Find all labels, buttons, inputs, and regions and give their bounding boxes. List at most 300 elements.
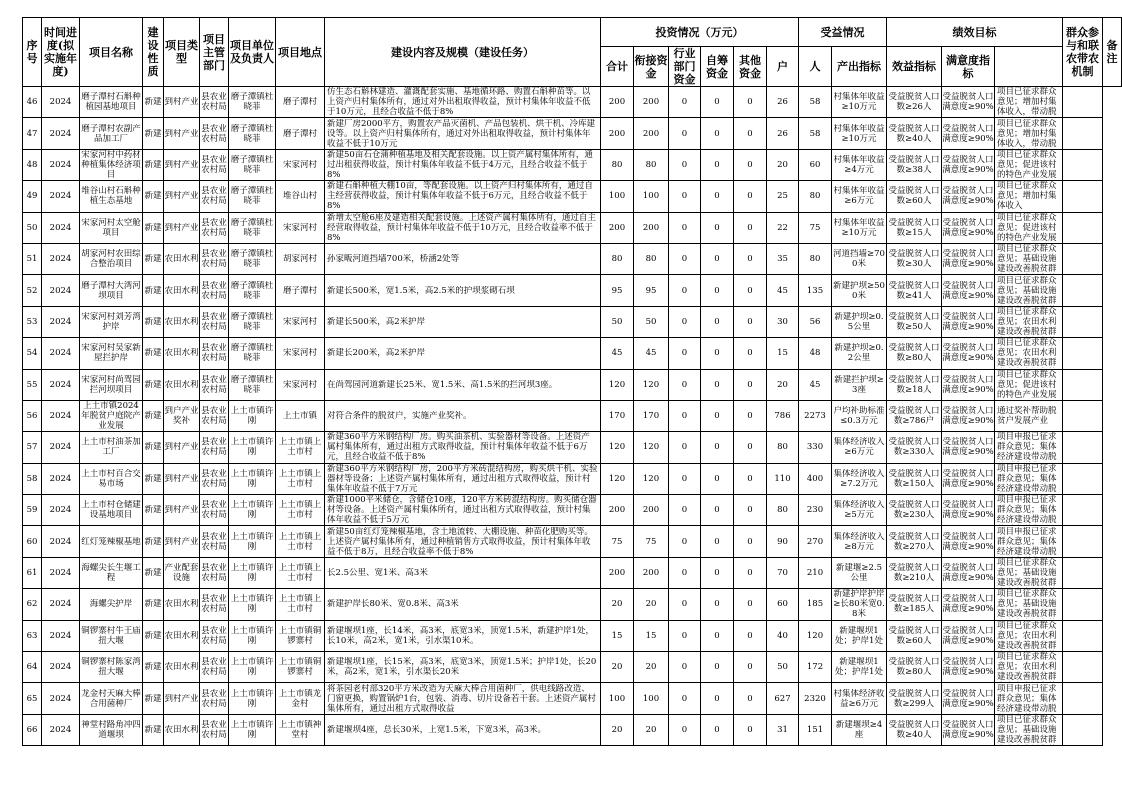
cell-unit-text: 上土市镇许刚	[230, 720, 274, 740]
header-dept: 项目主管部门	[200, 18, 229, 87]
cell-mechanism-text: 项目已征求群众意见；增加村集体收入，带动脱	[997, 87, 1057, 118]
cell-type-text: 农田水利	[164, 630, 199, 641]
cell-people-text: 135	[806, 285, 824, 296]
cell-content-text: 新建长500米，高2米护岸	[327, 316, 426, 327]
cell-name-text: 胡家河村农田综合整治项目	[81, 249, 141, 270]
cell-people	[799, 683, 832, 714]
cell-effect	[887, 557, 942, 588]
cell-remarks	[1063, 369, 1103, 400]
cell-dept	[200, 306, 229, 337]
cell-type-text: 农田水利	[164, 725, 199, 735]
cell-mechanism-text: 通过奖补帮助脱贫户发展产业	[997, 406, 1057, 427]
cell-people-text: 56	[809, 316, 821, 327]
cell-year	[42, 526, 80, 557]
cell-inv-other-text: 0	[747, 97, 753, 108]
cell-inv-other	[734, 149, 767, 180]
cell-effect	[887, 526, 942, 557]
cell-output-text: 村集体经济收益≥6万元	[833, 688, 885, 709]
table-row	[23, 275, 1122, 306]
cell-dept-text: 县农业农村局	[201, 249, 227, 270]
cell-households	[767, 212, 799, 243]
table-row	[23, 243, 1122, 274]
cell-households-text: 45	[777, 285, 788, 296]
cell-output	[832, 212, 887, 243]
cell-unit-text: 磨子潭镇杜晓菲	[230, 311, 274, 332]
cell-location-text: 上土市镇神堂村	[278, 720, 322, 740]
cell-content-text: 新建长200米，高2米护岸	[327, 348, 426, 359]
cell-year-text: 2024	[49, 693, 72, 704]
cell-remarks	[1063, 181, 1103, 212]
cell-name	[80, 463, 143, 494]
cell-satisfaction	[942, 243, 995, 274]
cell-nature	[143, 432, 164, 463]
cell-effect-text: 受益脱贫人口数≥80人	[888, 343, 940, 364]
cell-type	[164, 495, 200, 526]
cell-people	[799, 275, 832, 306]
cell-type-text: 农田水利	[164, 662, 199, 673]
cell-unit-text: 上土市镇许刚	[230, 688, 274, 709]
cell-inv-fiscal-text: 15	[645, 630, 657, 641]
cell-content	[325, 495, 601, 526]
cell-dept	[200, 463, 229, 494]
cell-dept	[200, 275, 229, 306]
cell-households-text: 70	[777, 568, 788, 579]
cell-location	[276, 432, 325, 463]
cell-inv-other-text: 0	[747, 348, 753, 359]
cell-content-text: 新建堰坝1座，长14米，高3米，底宽3米，顶宽1.5米，新建护岸1处，长10米，高2米，宽1米，引水渠10米。	[327, 625, 594, 646]
cell-type	[164, 369, 200, 400]
cell-unit-text: 磨子潭镇杜晓菲	[230, 186, 274, 207]
table-row	[23, 87, 1122, 118]
cell-remarks	[1063, 306, 1103, 337]
cell-content	[325, 118, 601, 149]
cell-people-text: 270	[806, 536, 824, 547]
cell-inv-industry	[669, 589, 701, 620]
cell-content-text: 新建厂房2000平方，购置农产品灭菌机、产品包装机、烘干机、冷库建设等。以上资产归村集体所有，通过对外出租取得收益，预计村集体年收益不低于10万元	[327, 118, 596, 149]
cell-people	[799, 557, 832, 588]
cell-inv-other-text: 0	[747, 411, 753, 422]
cell-inv-total	[601, 714, 634, 745]
cell-year	[42, 87, 80, 118]
cell-mechanism	[995, 495, 1063, 526]
cell-remarks	[1063, 149, 1103, 180]
header-inv-total: 合计	[601, 47, 634, 87]
cell-people-text: 230	[806, 505, 824, 516]
cell-effect-text: 受益脱贫人口数≥15人	[888, 217, 940, 238]
cell-seq	[23, 369, 42, 400]
cell-effect-text: 受益脱贫人口数≥60人	[888, 186, 940, 207]
cell-households-text: 20	[777, 379, 788, 390]
cell-mechanism-text: 项目申报已征求群众意见；集体经济建设带动脱	[997, 495, 1057, 526]
cell-effect	[887, 652, 942, 683]
cell-unit-text: 磨子潭镇杜晓菲	[230, 374, 274, 395]
cell-inv-other	[734, 652, 767, 683]
cell-remarks	[1063, 275, 1103, 306]
cell-effect	[887, 306, 942, 337]
cell-unit-text: 磨子潭镇杜晓菲	[230, 92, 274, 113]
cell-mechanism-text: 项目申报已征求群众意见；集体经济建设带动脱	[997, 463, 1057, 494]
cell-inv-fiscal-text: 80	[645, 159, 657, 170]
cell-seq-text: 48	[26, 159, 38, 170]
cell-location-text: 上土市镇上土市村	[278, 594, 322, 615]
cell-output-text: 新建护岸护岸≥长80米宽0.8米	[833, 589, 885, 620]
cell-location-text: 磨子潭村	[282, 97, 317, 108]
cell-nature-text: 新建	[144, 442, 162, 453]
cell-nature-text: 新建	[144, 411, 162, 422]
cell-households-text: 22	[777, 222, 788, 233]
cell-dept	[200, 495, 229, 526]
cell-unit-text: 上土市镇许刚	[230, 594, 274, 615]
cell-remarks	[1063, 432, 1103, 463]
cell-inv-self-text: 0	[714, 505, 720, 516]
cell-location	[276, 652, 325, 683]
cell-unit-text: 磨子潭镇杜晓菲	[230, 123, 274, 144]
cell-inv-self-text: 0	[714, 568, 720, 579]
cell-people	[799, 338, 832, 369]
cell-unit-text: 上土市镇许刚	[230, 406, 274, 427]
cell-satisfaction-text: 受益脱贫人口满意度≥90%	[942, 468, 994, 489]
project-table-body	[23, 87, 1122, 746]
cell-content	[325, 212, 601, 243]
cell-dept	[200, 87, 229, 118]
cell-inv-total	[601, 589, 634, 620]
cell-inv-self-text: 0	[714, 97, 720, 108]
cell-effect-text: 受益脱贫人口数≥80人	[888, 657, 940, 678]
project-table-sheet	[22, 17, 1122, 746]
cell-seq	[23, 118, 42, 149]
cell-inv-self	[701, 495, 734, 526]
cell-inv-industry	[669, 275, 701, 306]
cell-inv-total-text: 200	[608, 128, 626, 139]
cell-people-text: 45	[809, 379, 821, 390]
cell-satisfaction-text: 受益脱贫人口满意度≥90%	[942, 280, 994, 301]
cell-people	[799, 432, 832, 463]
cell-inv-self	[701, 526, 734, 557]
cell-inv-industry-text: 0	[681, 159, 688, 170]
table-row	[23, 181, 1122, 212]
cell-nature	[143, 369, 164, 400]
cell-satisfaction	[942, 557, 995, 588]
cell-unit	[229, 526, 276, 557]
cell-remarks	[1063, 683, 1103, 714]
cell-nature	[143, 118, 164, 149]
cell-unit-text: 磨子潭镇杜晓菲	[230, 343, 274, 364]
cell-unit-text: 上土市镇许刚	[230, 500, 274, 521]
cell-inv-fiscal-text: 200	[642, 568, 660, 579]
cell-inv-other	[734, 306, 767, 337]
cell-type-text: 到户产业奖补	[164, 406, 199, 427]
cell-inv-other	[734, 181, 767, 212]
cell-nature	[143, 683, 164, 714]
cell-people	[799, 212, 832, 243]
cell-inv-self	[701, 557, 734, 588]
cell-households-text: 627	[774, 693, 791, 704]
cell-inv-total	[601, 683, 634, 714]
cell-nature-text: 新建	[144, 379, 162, 390]
cell-year-text: 2024	[49, 630, 72, 641]
cell-inv-fiscal	[634, 463, 669, 494]
cell-seq	[23, 714, 42, 745]
cell-content	[325, 275, 601, 306]
cell-name	[80, 275, 143, 306]
cell-output	[832, 683, 887, 714]
header-ben-people: 人	[799, 47, 832, 87]
cell-effect	[887, 275, 942, 306]
cell-nature-text: 新建	[144, 97, 162, 108]
table-row	[23, 652, 1122, 683]
cell-inv-self-text: 0	[714, 442, 720, 453]
cell-dept	[200, 652, 229, 683]
cell-satisfaction-text: 受益脱贫人口满意度≥90%	[942, 688, 994, 709]
cell-satisfaction	[942, 683, 995, 714]
cell-unit-text: 上土市镇许刚	[230, 437, 274, 458]
cell-effect-text: 受益脱贫人口数≥230人	[888, 500, 940, 521]
cell-nature-text: 新建	[144, 725, 162, 735]
cell-nature-text: 新建	[144, 191, 162, 202]
cell-inv-self	[701, 149, 734, 180]
cell-seq	[23, 495, 42, 526]
cell-name	[80, 338, 143, 369]
cell-inv-self-text: 0	[714, 693, 720, 704]
cell-nature-text: 新建	[144, 316, 162, 327]
cell-location-text: 上土市镇	[282, 411, 317, 422]
cell-inv-industry	[669, 683, 701, 714]
cell-output-text: 新建护坝≥500米	[833, 280, 885, 301]
cell-inv-total-text: 120	[608, 473, 626, 484]
table-row	[23, 400, 1122, 431]
cell-inv-self	[701, 714, 734, 745]
cell-households	[767, 652, 799, 683]
cell-nature	[143, 243, 164, 274]
cell-type	[164, 306, 200, 337]
cell-inv-fiscal	[634, 589, 669, 620]
cell-inv-industry	[669, 714, 701, 745]
cell-content-text: 仿生态石斛林建造、灌溉配套实施、基地循环路、购置石斛种苗等。以上资产归村集体所有，通过对外出租取得收益，预计村集体年收益不低于10万元，且经合收益不低于8%	[327, 87, 591, 118]
cell-inv-other	[734, 87, 767, 118]
table-row	[23, 149, 1122, 180]
cell-mechanism	[995, 118, 1063, 149]
cell-mechanism	[995, 432, 1063, 463]
cell-type	[164, 526, 200, 557]
cell-inv-industry-text: 0	[681, 191, 688, 202]
cell-mechanism	[995, 369, 1063, 400]
cell-nature-text: 新建	[144, 693, 162, 704]
cell-mechanism	[995, 652, 1063, 683]
cell-inv-total-text: 95	[611, 285, 623, 296]
cell-content-text: 新建50亩红灯笼辣椒基地，含土地流转、大棚设施、种苗化肥购买等。上述资产属村集体所有，通过种植销售方式取得收益，预计村集体年收益不低于8万，且经合收益率不低于8%	[327, 526, 593, 557]
cell-mechanism	[995, 589, 1063, 620]
cell-households-text: 26	[777, 128, 788, 139]
cell-type-text: 农田水利	[164, 348, 199, 359]
cell-location-text: 磨子潭村	[282, 285, 317, 296]
cell-inv-self	[701, 338, 734, 369]
cell-name-text: 铜锣寨村陈家湾扭大堰	[81, 657, 141, 678]
cell-dept-text: 县农业农村局	[201, 500, 227, 521]
cell-effect-text: 受益脱贫人口数≥330人	[888, 437, 940, 458]
cell-output-text: 集体经济收入≥8万元	[833, 531, 885, 552]
cell-dept	[200, 181, 229, 212]
cell-output-text: 村集体年收益≥6万元	[833, 186, 885, 207]
cell-inv-self	[701, 87, 734, 118]
cell-unit	[229, 714, 276, 745]
cell-inv-total	[601, 432, 634, 463]
cell-inv-total	[601, 212, 634, 243]
cell-nature-text: 新建	[144, 599, 162, 610]
cell-inv-total-text: 20	[611, 662, 623, 673]
cell-content	[325, 589, 601, 620]
cell-inv-fiscal-text: 120	[642, 379, 660, 390]
cell-type-text: 到村产业	[164, 191, 199, 202]
cell-remarks	[1063, 338, 1103, 369]
cell-name-text: 海螺尖长生堰工程	[81, 563, 141, 584]
cell-inv-fiscal-text: 80	[645, 254, 657, 265]
cell-name	[80, 683, 143, 714]
cell-output	[832, 620, 887, 651]
cell-inv-fiscal-text: 100	[642, 191, 660, 202]
cell-year	[42, 652, 80, 683]
cell-inv-fiscal	[634, 432, 669, 463]
cell-people-text: 185	[806, 599, 824, 610]
cell-inv-other-text: 0	[747, 379, 753, 390]
cell-effect	[887, 212, 942, 243]
cell-inv-other	[734, 463, 767, 494]
cell-effect-text: 受益脱贫人口数≥50人	[888, 311, 940, 332]
cell-nature-text: 新建	[144, 222, 162, 233]
cell-output	[832, 118, 887, 149]
cell-type-text: 到村产业	[164, 222, 199, 233]
cell-inv-fiscal	[634, 495, 669, 526]
cell-satisfaction	[942, 212, 995, 243]
cell-inv-fiscal	[634, 557, 669, 588]
cell-output-text: 村集体年收益≥10万元	[833, 92, 885, 113]
cell-effect	[887, 243, 942, 274]
cell-unit	[229, 589, 276, 620]
cell-households-text: 31	[777, 725, 788, 735]
cell-people	[799, 620, 832, 651]
cell-unit-text: 磨子潭镇杜晓菲	[230, 280, 274, 301]
cell-dept-text: 县农业农村局	[201, 374, 227, 395]
cell-people-text: 58	[809, 97, 821, 108]
cell-name	[80, 589, 143, 620]
cell-year	[42, 495, 80, 526]
cell-year	[42, 338, 80, 369]
cell-type	[164, 87, 200, 118]
cell-inv-industry-text: 0	[681, 693, 688, 704]
cell-location-text: 上土市镇上土市村	[278, 468, 322, 489]
cell-effect-text: 受益脱贫人口数≥150人	[888, 468, 940, 489]
cell-inv-self-text: 0	[714, 630, 720, 641]
cell-inv-industry	[669, 181, 701, 212]
cell-inv-other	[734, 683, 767, 714]
cell-type-text: 到村产业	[164, 128, 199, 139]
cell-type-text: 到村产业	[164, 97, 199, 108]
cell-seq-text: 50	[26, 222, 38, 233]
cell-content	[325, 400, 601, 431]
header-goal-satisfaction: 满意度指标	[942, 47, 995, 87]
cell-name	[80, 118, 143, 149]
cell-inv-other-text: 0	[747, 536, 753, 547]
cell-name-text: 上土市村仓储建设基地项目	[81, 500, 141, 521]
cell-people-text: 58	[809, 128, 821, 139]
cell-output	[832, 338, 887, 369]
cell-dept	[200, 118, 229, 149]
cell-remarks	[1063, 463, 1103, 494]
cell-inv-industry-text: 0	[681, 348, 688, 359]
cell-output	[832, 432, 887, 463]
cell-type	[164, 149, 200, 180]
cell-location-text: 宋家河村	[282, 159, 317, 170]
cell-inv-total	[601, 620, 634, 651]
cell-seq-text: 66	[26, 725, 38, 735]
cell-name	[80, 652, 143, 683]
cell-seq	[23, 275, 42, 306]
cell-output	[832, 652, 887, 683]
cell-year-text: 2024	[49, 599, 72, 610]
cell-inv-other-text: 0	[747, 159, 753, 170]
cell-dept-text: 县农业农村局	[201, 594, 227, 615]
cell-year-text: 2024	[49, 568, 72, 579]
cell-year	[42, 243, 80, 274]
cell-effect	[887, 87, 942, 118]
cell-name-text: 铜锣寨村牛王庙扭大堰	[81, 625, 141, 646]
cell-inv-other	[734, 714, 767, 745]
cell-people	[799, 149, 832, 180]
cell-satisfaction	[942, 526, 995, 557]
cell-effect-text: 受益脱贫人口数≥18人	[888, 374, 940, 395]
cell-households	[767, 683, 799, 714]
cell-dept	[200, 338, 229, 369]
cell-location-text: 宋家河村	[282, 222, 317, 233]
cell-seq	[23, 149, 42, 180]
cell-seq-text: 55	[26, 379, 38, 390]
cell-effect-text: 受益脱贫人口数≥40人	[888, 123, 940, 144]
cell-seq	[23, 589, 42, 620]
cell-dept-text: 县农业农村局	[201, 217, 227, 238]
cell-year-text: 2024	[49, 725, 72, 735]
cell-satisfaction-text: 受益脱贫人口满意度≥90%	[942, 437, 994, 458]
cell-type-text: 农田水利	[164, 254, 199, 265]
cell-inv-fiscal-text: 50	[645, 316, 657, 327]
cell-dept-text: 县农业农村局	[201, 657, 227, 678]
cell-type	[164, 589, 200, 620]
cell-mechanism-text: 项目已征求群众意见；基础设施建设改善脱贫群	[997, 244, 1057, 275]
cell-inv-self-text: 0	[714, 473, 720, 484]
cell-name	[80, 557, 143, 588]
cell-households	[767, 87, 799, 118]
cell-type-text: 农田水利	[164, 285, 199, 296]
cell-inv-fiscal	[634, 212, 669, 243]
cell-type	[164, 400, 200, 431]
table-row	[23, 338, 1122, 369]
cell-satisfaction-text: 受益脱贫人口满意度≥90%	[942, 500, 994, 521]
cell-inv-fiscal	[634, 338, 669, 369]
cell-year	[42, 275, 80, 306]
cell-seq-text: 49	[26, 191, 38, 202]
cell-inv-fiscal	[634, 181, 669, 212]
cell-seq	[23, 652, 42, 683]
cell-name-text: 龙金村天麻大棒合用菌种厂	[81, 688, 141, 709]
cell-households	[767, 557, 799, 588]
cell-effect	[887, 714, 942, 745]
header-inv-industry: 行业部门资金	[669, 47, 701, 87]
cell-inv-self	[701, 432, 734, 463]
cell-mechanism	[995, 620, 1063, 651]
cell-year-text: 2024	[49, 662, 72, 673]
cell-type	[164, 463, 200, 494]
cell-satisfaction	[942, 400, 995, 431]
cell-dept-text: 县农业农村局	[201, 343, 227, 364]
cell-inv-fiscal-text: 20	[645, 725, 657, 735]
